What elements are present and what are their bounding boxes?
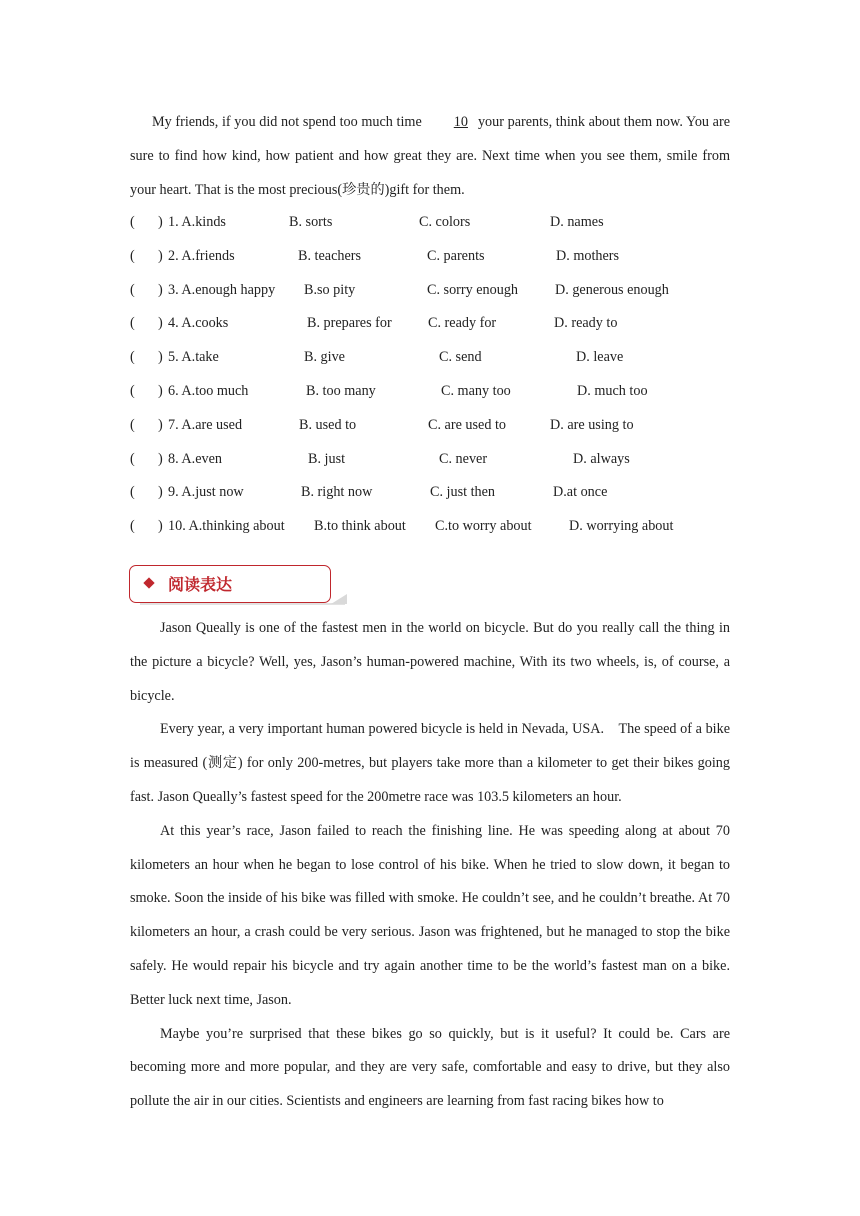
answer-paren-close: ) <box>158 281 163 298</box>
question-row <box>130 240 730 274</box>
option-c: C.to worry about <box>435 518 532 535</box>
option-c: C. send <box>439 349 482 366</box>
option-d: D. generous enough <box>555 281 669 298</box>
option-b: B.so pity <box>304 281 356 298</box>
option-a: 2. A.friends <box>168 247 235 264</box>
cloze-text-before: My friends, if you did not spend too much time <box>152 114 422 130</box>
answer-paren-open: ( <box>130 484 135 501</box>
option-c: C. many too <box>441 382 511 399</box>
option-d: D. names <box>550 214 604 230</box>
header-shadow <box>140 603 345 605</box>
question-row <box>130 375 730 409</box>
answer-paren-close: ) <box>158 349 163 366</box>
option-a: 10. A.thinking about <box>168 518 285 535</box>
cloze-passage-tail <box>130 106 730 207</box>
option-b: B.to think about <box>314 518 406 535</box>
answer-paren-open: ( <box>130 315 135 332</box>
option-a: 9. A.just now <box>168 484 244 501</box>
question-list <box>130 206 730 544</box>
option-d: D. always <box>573 450 630 467</box>
option-a: 3. A.enough happy <box>168 281 276 298</box>
header-shadow-corner <box>331 594 347 604</box>
option-d: D. worrying about <box>569 518 674 535</box>
section-header <box>129 565 331 603</box>
question-row <box>130 274 730 308</box>
option-b: B. just <box>308 450 346 467</box>
diamond-icon <box>143 577 154 588</box>
question-row <box>130 409 730 443</box>
cloze-text-after: your parents, think about them now. You are sure to find how kind, how patient and how great they are. Next time when you see them, smile from your heart. That is the most precious(珍贵的)gift for them. <box>130 114 731 198</box>
option-b: B. sorts <box>289 214 333 230</box>
reading-paragraph-1: Jason Queally is one of the fastest men in the world on bicycle. But do you really call the thing in the picture a bicycle? Well, yes, Jason’s human-powered machine, With its two wheels, is, of course, a bicycle. <box>130 620 730 704</box>
answer-paren-close: ) <box>158 315 163 332</box>
option-b: B. give <box>304 349 345 366</box>
option-c: C. parents <box>427 247 485 264</box>
option-a: 4. A.cooks <box>168 315 229 332</box>
option-c: C. colors <box>419 214 471 230</box>
section-title: 阅读表达 <box>168 575 233 594</box>
answer-paren-open: ( <box>130 349 135 366</box>
reading-paragraph-3: At this year’s race, Jason failed to reach the finishing line. He was speeding along at about 70 kilometers an hour when he began to lose control of his bike. When he tried to slow down, it began to smoke. Soon the inside of his bike was filled with smoke. He couldn’t see, and he couldn’t breathe. At 70 kilometers an hour, a crash could be very serious. Jason was frightened, but he managed to stop the bike safely. He would repair his bicycle and try again another time to be the world’s fastest man on a bike. Better luck next time, Jason. <box>130 822 730 1008</box>
answer-paren-open: ( <box>130 416 135 433</box>
answer-paren-close: ) <box>158 450 163 467</box>
option-a: 5. A.take <box>168 349 219 366</box>
option-c: C. are used to <box>428 416 507 433</box>
question-row <box>130 307 730 341</box>
answer-paren-open: ( <box>130 382 135 399</box>
option-a: 8. A.even <box>168 450 222 467</box>
reading-passage <box>130 612 730 1119</box>
answer-paren-open: ( <box>130 214 135 230</box>
answer-paren-open: ( <box>130 281 135 298</box>
option-b: B. right now <box>301 484 373 501</box>
question-row <box>130 206 730 240</box>
answer-paren-close: ) <box>158 382 163 399</box>
answer-paren-open: ( <box>130 518 135 535</box>
option-d: D. mothers <box>556 247 620 264</box>
option-d: D.at once <box>553 484 608 501</box>
question-row <box>130 510 730 544</box>
option-d: D. ready to <box>554 315 618 332</box>
question-row <box>130 476 730 510</box>
option-d: D. leave <box>576 349 624 366</box>
reading-paragraph-4: Maybe you’re surprised that these bikes go so quickly, but is it useful? It could be. Cars are becoming more and more popular, and they are very safe, comfortable and easy to drive, but they also pollute the air in our cities. Scientists and engineers are learning from fast racing bikes how to <box>130 1025 730 1110</box>
cloze-paragraph <box>130 106 730 207</box>
option-a: 6. A.too much <box>168 382 249 399</box>
answer-paren-open: ( <box>130 450 135 467</box>
option-d: D. are using to <box>550 416 634 433</box>
option-d: D. much too <box>577 382 648 399</box>
answer-paren-close: ) <box>158 518 163 535</box>
answer-paren-close: ) <box>158 416 163 433</box>
blank-10: 10 <box>453 114 468 130</box>
option-a: 1. A.kinds <box>168 214 226 230</box>
option-b: B. prepares for <box>307 315 392 332</box>
answer-paren-close: ) <box>158 247 163 264</box>
option-c: C. ready for <box>428 315 497 332</box>
option-b: B. used to <box>299 416 357 433</box>
reading-paragraph-2: Every year, a very important human powered bicycle is held in Nevada, USA. The speed of a bike is measured (测定) for only 200-metres, but players take more than a kilometer to get their bikes going fast. Jason Queally’s fastest speed for the 200metre race was 103.5 kilometers an hour. <box>130 721 730 805</box>
option-c: C. just then <box>430 484 496 501</box>
question-row <box>130 443 730 477</box>
question-row <box>130 341 730 375</box>
option-b: B. teachers <box>298 247 362 264</box>
option-a: 7. A.are used <box>168 416 243 433</box>
answer-paren-open: ( <box>130 247 135 264</box>
option-c: C. sorry enough <box>427 281 519 298</box>
answer-paren-close: ) <box>158 214 163 230</box>
option-c: C. never <box>439 450 488 467</box>
answer-paren-close: ) <box>158 484 163 501</box>
option-b: B. too many <box>306 382 376 399</box>
